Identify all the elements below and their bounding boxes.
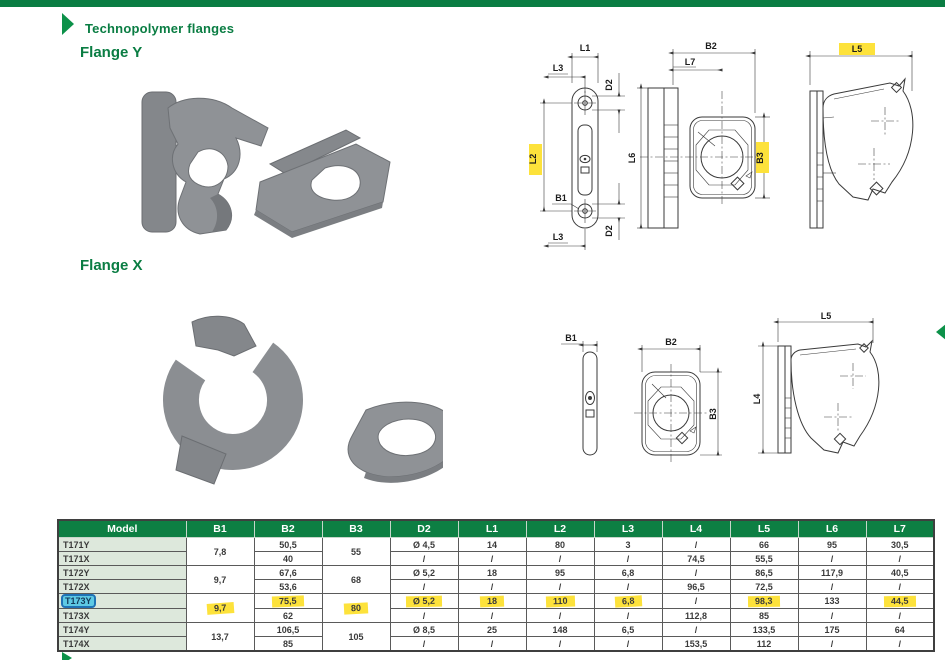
- value-cell: 3: [594, 538, 662, 552]
- value-cell: 6,5: [594, 623, 662, 637]
- value-cell: [458, 594, 526, 609]
- value-cell: [322, 594, 390, 623]
- value-cell: [390, 594, 458, 609]
- highlight-mark: 6,8: [614, 595, 641, 607]
- value-cell: 50,5: [254, 538, 322, 552]
- value-cell: 148: [526, 623, 594, 637]
- value-cell: 133,5: [730, 623, 798, 637]
- dim-label-b2: B2: [665, 337, 677, 347]
- value-cell: /: [458, 580, 526, 594]
- value-cell: 72,5: [730, 580, 798, 594]
- value-cell: /: [662, 538, 730, 552]
- model-cell: T174X: [58, 637, 186, 652]
- dim-label-b3: B3: [708, 408, 718, 420]
- col-header-l6: L6: [798, 520, 866, 538]
- selected-model-chip[interactable]: T173Y: [61, 594, 96, 608]
- col-header-l1: L1: [458, 520, 526, 538]
- table-row: [58, 538, 934, 552]
- value-cell: 80: [526, 538, 594, 552]
- value-cell: 117,9: [798, 566, 866, 580]
- value-cell: 18: [458, 566, 526, 580]
- dim-label-l3-bot: L3: [552, 232, 564, 242]
- value-cell: 106,5: [254, 623, 322, 637]
- value-cell: /: [390, 580, 458, 594]
- value-cell: Ø 4,5: [390, 538, 458, 552]
- value-cell: /: [662, 623, 730, 637]
- value-cell: /: [866, 637, 934, 652]
- value-cell: 40: [254, 552, 322, 566]
- value-cell: 55,5: [730, 552, 798, 566]
- value-cell: /: [866, 552, 934, 566]
- value-cell: 25: [458, 623, 526, 637]
- value-cell: 13,7: [186, 623, 254, 652]
- value-cell: 175: [798, 623, 866, 637]
- col-header-l5: L5: [730, 520, 798, 538]
- col-header-b3: B3: [322, 520, 390, 538]
- flange-y-heading: Flange Y: [80, 44, 143, 61]
- flange-y-photo-left-part: [142, 92, 268, 234]
- model-cell: [58, 594, 186, 609]
- value-cell: [594, 594, 662, 609]
- value-cell: /: [526, 552, 594, 566]
- flange-y-photo: [120, 82, 415, 247]
- value-cell: 68: [322, 566, 390, 594]
- value-cell: 112: [730, 637, 798, 652]
- table-header-row: [58, 520, 934, 538]
- value-cell: 30,5: [866, 538, 934, 552]
- value-cell: [526, 594, 594, 609]
- page-title: Technopolymer flanges: [85, 21, 235, 36]
- value-cell: /: [662, 594, 730, 609]
- value-cell: 74,5: [662, 552, 730, 566]
- dim-label-l3-top: L3: [552, 63, 564, 73]
- dim-label-b3: B3: [755, 152, 765, 164]
- dim-label-l4: L4: [752, 393, 762, 405]
- value-cell: /: [390, 552, 458, 566]
- flange-x-photo-right-part: [348, 402, 443, 483]
- value-cell: /: [866, 580, 934, 594]
- value-cell: /: [594, 580, 662, 594]
- top-border-bar: [0, 0, 945, 7]
- value-cell: 153,5: [662, 637, 730, 652]
- col-header-l4: L4: [662, 520, 730, 538]
- highlight-mark: 98,3: [748, 595, 780, 607]
- section-arrow-icon: [62, 13, 74, 35]
- flange-y-photo-right-part: [254, 130, 390, 238]
- flange-y-perspective-view: [810, 43, 913, 228]
- dim-label-b2: B2: [705, 41, 717, 51]
- value-cell: /: [390, 637, 458, 652]
- value-cell: 85: [254, 637, 322, 652]
- flange-y-drawing: [528, 33, 945, 261]
- page-edge-arrow-icon[interactable]: [936, 324, 945, 340]
- value-cell: 112,8: [662, 609, 730, 623]
- value-cell: 9,7: [186, 566, 254, 594]
- dim-label-l5: L5: [820, 311, 832, 321]
- value-cell: Ø 8,5: [390, 623, 458, 637]
- table-row: [58, 566, 934, 580]
- flange-x-drawing: [528, 298, 945, 510]
- value-cell: 96,5: [662, 580, 730, 594]
- value-cell: /: [526, 637, 594, 652]
- model-cell: T171Y: [58, 538, 186, 552]
- value-cell: /: [458, 637, 526, 652]
- col-header-b1: B1: [186, 520, 254, 538]
- dim-label-d2-bot: D2: [604, 225, 614, 237]
- value-cell: 53,6: [254, 580, 322, 594]
- model-cell: T173X: [58, 609, 186, 623]
- highlight-mark: 75,5: [272, 595, 304, 607]
- value-cell: 105: [322, 623, 390, 652]
- value-cell: 67,6: [254, 566, 322, 580]
- table-row: [58, 594, 934, 609]
- value-cell: /: [798, 637, 866, 652]
- flange-x-photo: [148, 312, 443, 502]
- value-cell: 95: [798, 538, 866, 552]
- value-cell: [254, 594, 322, 609]
- dim-label-l6: L6: [627, 152, 637, 164]
- flange-y-front-view: [627, 41, 770, 228]
- value-cell: /: [798, 580, 866, 594]
- dim-label-l2: L2: [528, 153, 538, 165]
- value-cell: 55: [322, 538, 390, 566]
- dim-label-l5: L5: [851, 44, 863, 54]
- model-cell: T174Y: [58, 623, 186, 637]
- model-cell: T172X: [58, 580, 186, 594]
- flange-x-side-view: [561, 333, 597, 455]
- value-cell: 95: [526, 566, 594, 580]
- value-cell: [866, 594, 934, 609]
- col-header-model: Model: [58, 520, 186, 538]
- highlight-mark: 80: [344, 602, 369, 614]
- table-body: [58, 538, 934, 652]
- value-cell: 6,8: [594, 566, 662, 580]
- value-cell: [730, 594, 798, 609]
- value-cell: /: [798, 552, 866, 566]
- value-cell: 40,5: [866, 566, 934, 580]
- value-cell: 14: [458, 538, 526, 552]
- col-header-d2: D2: [390, 520, 458, 538]
- value-cell: /: [526, 580, 594, 594]
- value-cell: 64: [866, 623, 934, 637]
- highlight-mark: 44,5: [884, 595, 916, 607]
- model-cell: T172Y: [58, 566, 186, 580]
- value-cell: /: [798, 609, 866, 623]
- dim-label-d2-top: D2: [604, 79, 614, 91]
- value-cell: /: [458, 552, 526, 566]
- value-cell: 85: [730, 609, 798, 623]
- value-cell: /: [390, 609, 458, 623]
- flange-y-side-view: [528, 43, 625, 250]
- value-cell: [186, 594, 254, 623]
- highlight-mark: 18: [480, 595, 504, 607]
- table-row: [58, 623, 934, 637]
- dim-label-l1: L1: [579, 43, 591, 53]
- value-cell: /: [526, 609, 594, 623]
- value-cell: 66: [730, 538, 798, 552]
- col-header-b2: B2: [254, 520, 322, 538]
- value-cell: 133: [798, 594, 866, 609]
- flange-x-photo-left-part: [161, 316, 306, 484]
- model-cell: T171X: [58, 552, 186, 566]
- value-cell: Ø 5,2: [390, 566, 458, 580]
- col-header-l2: L2: [526, 520, 594, 538]
- value-cell: /: [594, 609, 662, 623]
- dim-label-b1: B1: [555, 193, 567, 203]
- flange-x-perspective-view: [752, 311, 879, 453]
- value-cell: /: [458, 609, 526, 623]
- col-header-l7: L7: [866, 520, 934, 538]
- bottom-page-arrow-icon: [62, 652, 72, 660]
- value-cell: 62: [254, 609, 322, 623]
- flange-x-front-view: [634, 337, 722, 463]
- col-header-l3: L3: [594, 520, 662, 538]
- value-cell: /: [662, 566, 730, 580]
- flange-x-heading: Flange X: [80, 257, 143, 274]
- value-cell: /: [594, 552, 662, 566]
- value-cell: /: [594, 637, 662, 652]
- dim-label-b1: B1: [565, 333, 577, 343]
- highlight-mark: Ø 5,2: [406, 595, 442, 607]
- value-cell: 86,5: [730, 566, 798, 580]
- highlight-mark: 110: [546, 595, 575, 607]
- value-cell: /: [866, 609, 934, 623]
- value-cell: 7,8: [186, 538, 254, 566]
- highlight-mark: 9,7: [206, 602, 233, 615]
- dim-label-l7: L7: [684, 57, 696, 67]
- dimensions-table: [57, 519, 935, 652]
